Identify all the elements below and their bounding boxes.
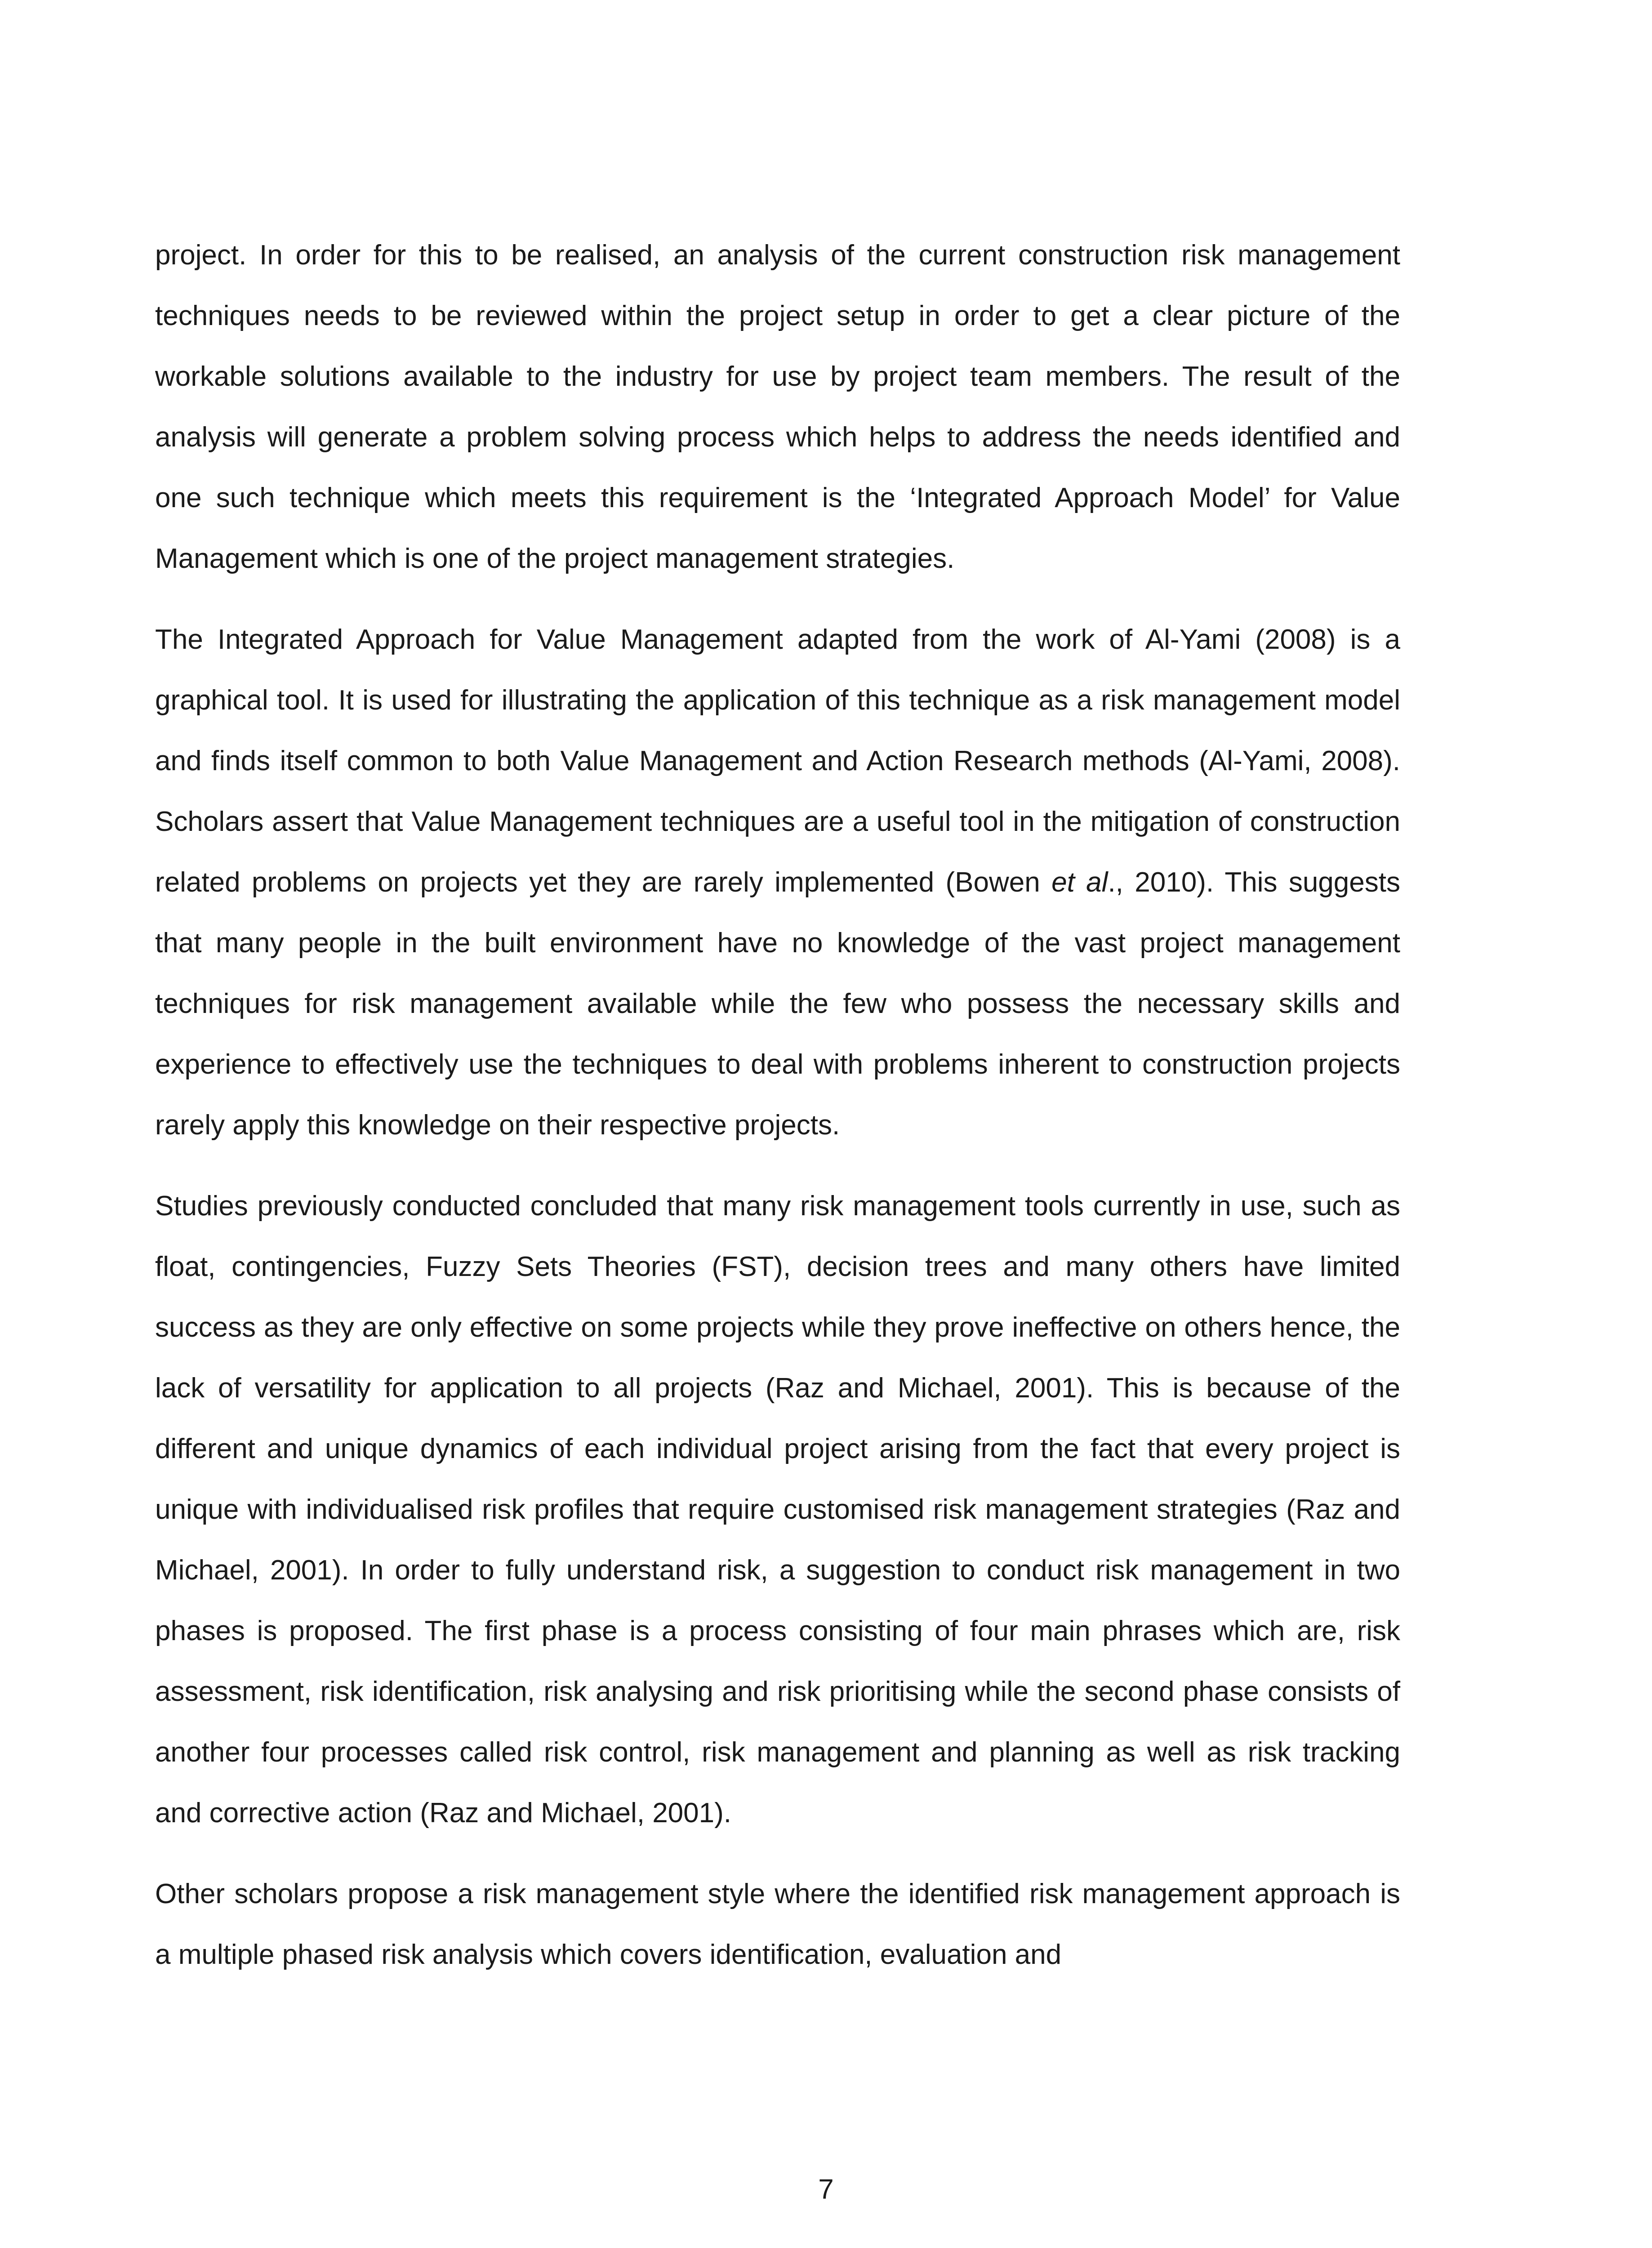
paragraph-4: Other scholars propose a risk management style where the identified risk management approach is a multiple phased risk analysis which covers identification, evaluation and: [155, 1878, 1400, 1970]
body-text: [155, 225, 1400, 2005]
page-number: 7: [818, 2174, 834, 2205]
paragraph-3: Studies previously conducted concluded that many risk management tools currently in use, such as float, contingencies, Fuzzy Sets Theories (FST), decision trees and many others have limited success as they are only effective on some projects while they prove ineffective on others hence, the lack of versatility for application to all projects (Raz and Michael, 2001). This is because of the different and unique dynamics of each individual project arising from the fact that every project is unique with individualised risk profiles that require customised risk management strategies (Raz and Michael, 2001). In order to fully understand risk, a suggestion to conduct risk management in two phases is proposed. The first phase is a process consisting of four main phrases which are, risk assessment, risk identification, risk analysing and risk prioritising while the second phase consists of another four processes called risk control, risk management and planning as well as risk tracking and corrective action (Raz and Michael, 2001).: [155, 1191, 1400, 1829]
paragraph-2-italic-et-al: et al: [1051, 867, 1108, 898]
paragraph-1: project. In order for this to be realised, an analysis of the current construction risk management techniques needs to be reviewed within the project setup in order to get a clear picture of the workable solutions available to the industry for use by project team members. The result of the analysis will generate a problem solving process which helps to address the needs identified and one such technique which meets this requirement is the ‘Integrated Approach Model’ for Value Management which is one of the project management strategies.: [155, 240, 1400, 574]
paragraph-2-text-end: ., 2010). This suggests that many people in the built environment have no knowledge of the vast project management techniques for risk management available while the few who possess the necessary skills and experience to effectively use the techniques to deal with problems inherent to construction projects rarely apply this knowledge on their respective projects.: [155, 867, 1400, 1141]
paragraph-2-text-start: The Integrated Approach for Value Management adapted from the work of Al-Yami (2008) is a graphical tool. It is used for illustrating the application of this technique as a risk management model and finds itself common to both Value Management and Action Research methods (Al-Yami, 2008). Scholars assert that Value Management techniques are a useful tool in the mitigation of construction related problems on projects yet they are rarely implemented (Bowen: [155, 624, 1400, 898]
paragraph-2: [155, 609, 1400, 1155]
